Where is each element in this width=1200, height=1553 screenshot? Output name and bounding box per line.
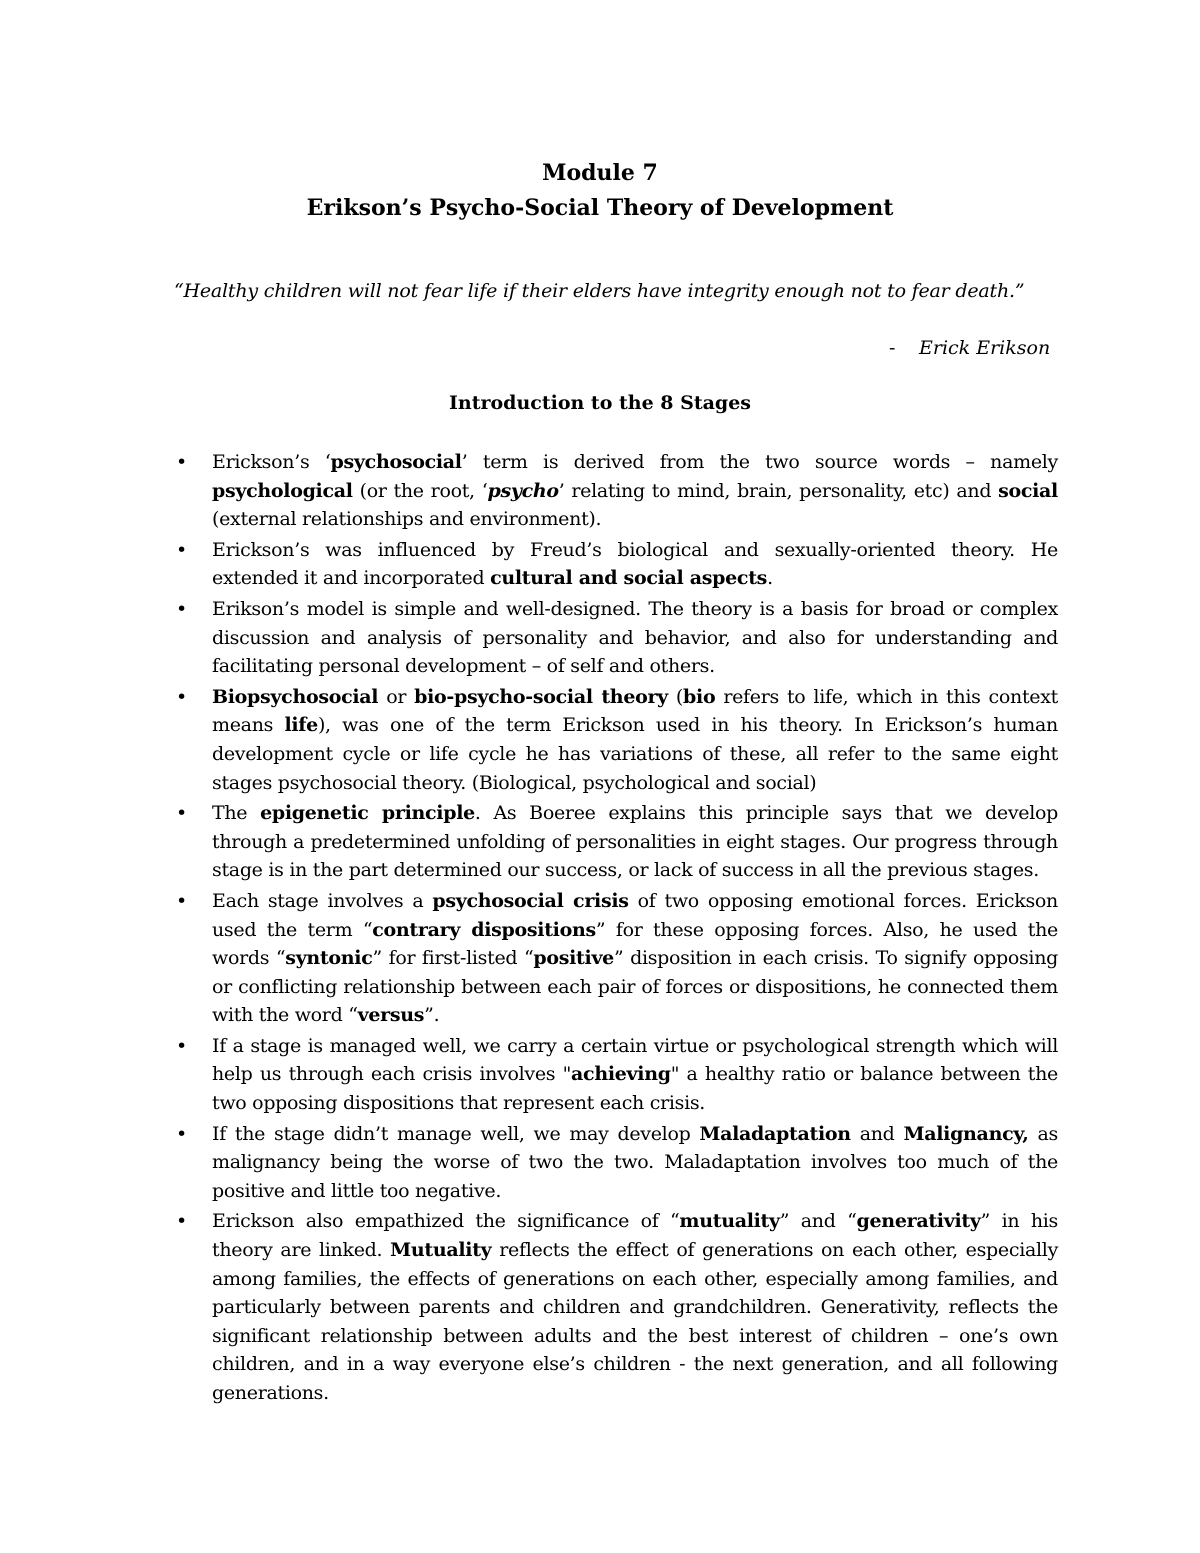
bullet-text: Each stage involves a [212,889,433,912]
bullet-text: ’ relating to mind, brain, personality, etc) and [558,479,999,502]
bullet-text: ” for these opposing forces. Also, he used the words “ [212,918,1058,970]
bold-term: bio [683,685,716,708]
bullet-marker: • [176,597,187,620]
bullet-text: ”. [424,1004,440,1027]
bullet-text: The [212,802,261,825]
bullet-text: ” for first-listed “ [372,947,534,970]
bold-term: epigenetic principle [260,802,475,825]
bullet-marker: • [176,889,187,912]
bullet-item [0,1120,1058,1206]
bullet-item [0,595,1058,681]
bullet-item [0,448,1058,534]
bold-term: Maladaptation [699,1122,851,1145]
document-title: Erikson’s Psycho-Social Theory of Development [306,195,894,221]
bold-term: Biopsychosocial [212,685,379,708]
bold-term: achieving [571,1063,671,1086]
bullet-text: Erickson’s was influenced by Freud’s biological and sexually-oriented theory. He extended it and incorporated [212,538,1058,590]
bullet-text: or [378,685,415,708]
bullet-text: of two opposing emotional forces. Erickson used the term “ [212,889,1058,941]
bold-term: versus [357,1004,425,1027]
bullet-text: ( [667,685,684,708]
bold-term: psychological [212,479,353,502]
bullet-marker: • [176,1122,187,1145]
bold-term: life [284,714,318,737]
bold-term: psycho [487,479,559,502]
bullet-text: . [767,567,773,590]
bullet-text: as malignancy being the worse of two the two. Maladaptation involves too much of the positive and little too negative. [212,1122,1058,1202]
bold-term: cultural and social aspects [490,567,768,590]
bullet-text: Erikson’s model is simple and well-designed. The theory is a basis for broad or complex discussion and analysis of personality and behavior, and also for understanding and facilitating personal development – of self and others. [212,597,1058,678]
bold-term: Malignancy, [903,1122,1029,1145]
bullet-item [0,887,1058,1030]
bold-term: Mutuality [390,1239,492,1262]
module-number: Module 7 [542,160,658,186]
bullet-text: ” and “ [779,1210,857,1233]
bullet-item [0,799,1058,885]
bullet-text: ’ term is derived from the two source words – namely [461,451,1058,473]
bullet-text: reflects the effect of generations on each other, especially among families, the effects of generations on each other, especially among families, and particularly between parents and children and grandchildren. Generativity, reflects the significant relationship between adults and the best interest of children – one’s own children, and in a way everyone else’s children - the next generation, and all following generations. [212,1239,1059,1404]
bullet-marker: • [176,802,187,825]
bullet-marker: • [176,685,187,708]
bullet-text: and [850,1122,904,1145]
bold-term: generativity [856,1210,981,1233]
bullet-list [0,448,1200,1410]
bullet-item [0,683,1058,797]
bullet-text: Erickson also empathized the significance of “ [212,1210,680,1233]
bullet-text: ), was one of the term Erickson used in his theory. In Erickson’s human development cycle or life cycle he has variations of these, all refer to the same eight stages psychosocial theory. (Biological, psychological and social) [212,714,1058,794]
quote-author: Erick Erikson [919,337,1051,359]
bullet-text: If a stage is managed well, we carry a certain virtue or psychological strength which will help us through each crisis involves " [212,1034,1058,1086]
bullet-item [0,1207,1058,1407]
bold-term: bio-psycho-social theory [414,685,668,708]
bullet-text: ” disposition in each crisis. To signify opposing or conflicting relationship between each pair of forces or dispositions, he connected them with the word “ [212,947,1058,1027]
bold-term: psychosocial crisis [432,889,629,912]
bullet-marker: • [176,1210,187,1233]
bullet-marker: • [176,1034,187,1057]
bold-term: mutuality [679,1210,780,1233]
attribution-dash: - [889,337,896,359]
bold-term: contrary dispositions [372,918,596,941]
bullet-text: (external relationships and environment). [212,508,602,531]
bold-term: social [998,479,1058,502]
bullet-text: ” in his theory are linked. [212,1210,1058,1262]
bullet-text: refers to life, which in this context means [212,685,1058,737]
bullet-text: " a healthy ratio or balance between the two opposing dispositions that represent each crisis. [212,1063,1058,1115]
bullet-text: . As Boeree explains this principle says that we develop through a predetermined unfolding of personalities in eight stages. Our progress through stage is in the part determined our success, or lack of success in all the previous stages. [212,802,1058,882]
bullet-text: If the stage didn’t manage well, we may develop [212,1122,700,1145]
bullet-text: Erickson’s ‘ [212,451,331,473]
epigraph-quote: “Healthy children will not fear life if their elders have integrity enough not to fear death.” [174,280,1025,302]
bullet-item [0,536,1058,593]
bold-term: psychosocial [330,451,462,473]
bullet-item [0,1032,1058,1118]
bold-term: positive [533,947,614,970]
bullet-marker: • [176,538,187,561]
bold-term: syntonic [285,947,373,970]
bullet-marker: • [176,451,187,473]
section-heading: Introduction to the 8 Stages [449,392,751,414]
quote-attribution [889,337,1050,359]
bullet-text: (or the root, ‘ [352,479,488,502]
